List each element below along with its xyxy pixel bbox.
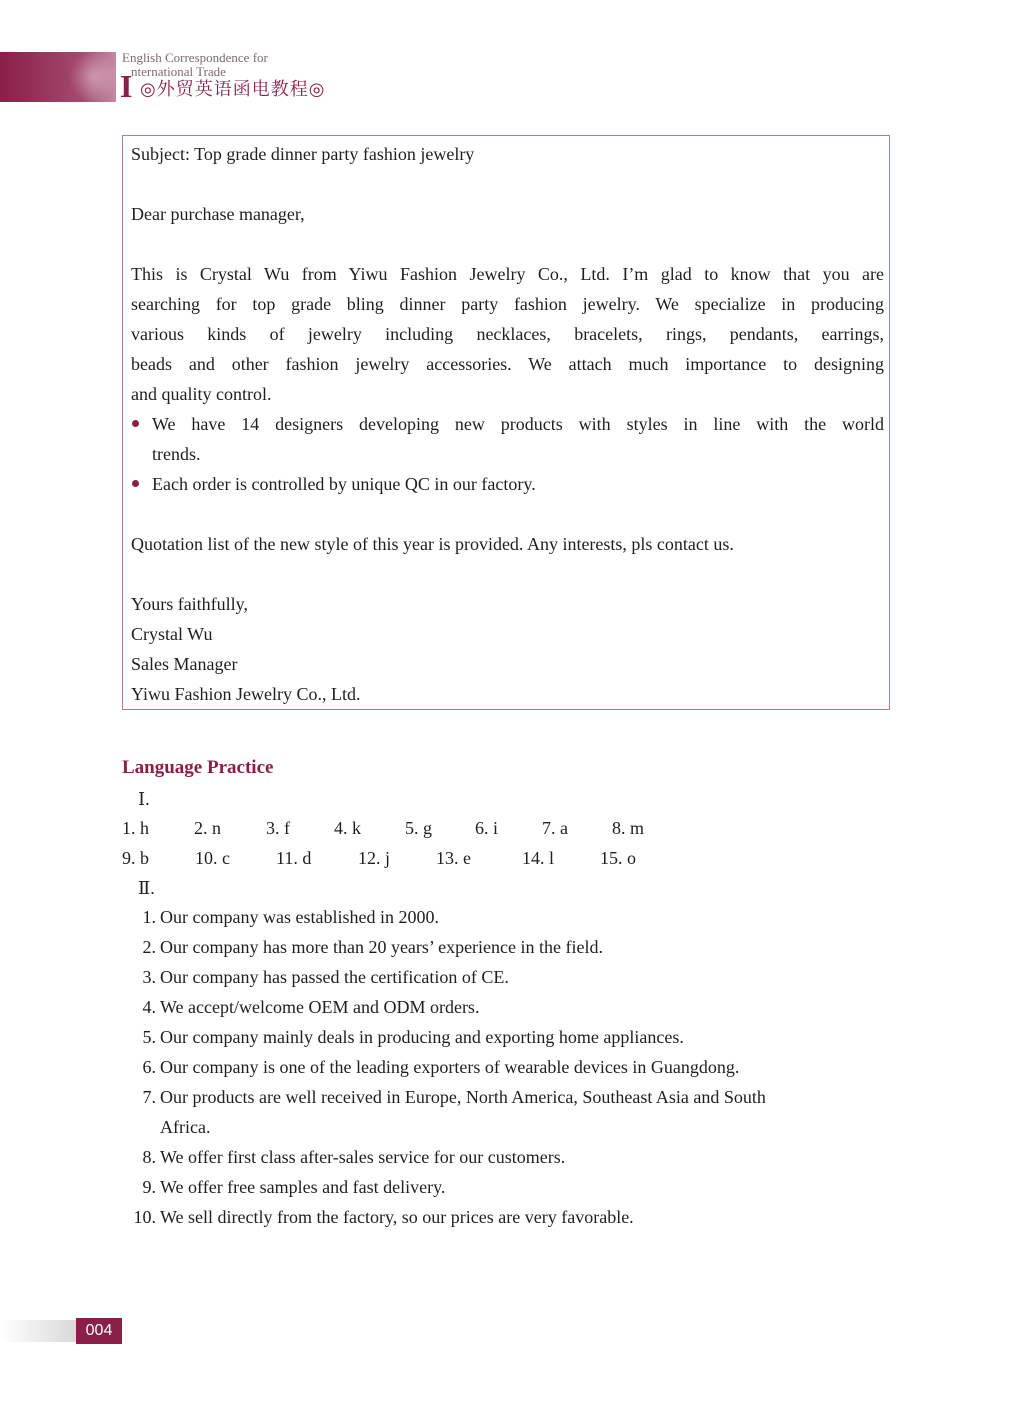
bullet-icon <box>132 420 139 427</box>
sentence-text-continued: Africa. <box>160 1117 211 1137</box>
header-initial-letter: I <box>120 68 133 104</box>
header-title-en-line2: nternational Trade <box>131 64 226 79</box>
bullet-icon <box>132 480 139 487</box>
sentence-text: We offer first class after-sales service for our customers. <box>160 1147 566 1167</box>
letter-para1-line: beads and other fashion jewelry accessories. We attach much importance to designing <box>131 354 884 374</box>
sentence-number: 6. <box>142 1057 156 1077</box>
answer-item: 9. b <box>122 848 149 868</box>
sentence-text: We accept/welcome OEM and ODM orders. <box>160 997 480 1017</box>
answer-item: 2. n <box>194 818 221 838</box>
header-title-en-line1: English Correspondence for <box>122 50 268 65</box>
header-band-ornament <box>60 52 116 102</box>
header-title-cn: ◎外贸英语函电教程◎ <box>140 79 326 100</box>
letter-para1-line: searching for top grade bling dinner party fashion jewelry. We specialize in producing <box>131 294 884 314</box>
sentence-text: We offer free samples and fast delivery. <box>160 1177 446 1197</box>
part2-label: Ⅱ. <box>138 878 155 898</box>
sentence-number: 4. <box>142 997 156 1017</box>
letter-greeting: Dear purchase manager, <box>131 204 305 224</box>
sentence-number: 7. <box>142 1087 156 1107</box>
answer-item: 14. l <box>522 848 555 868</box>
answer-item: 6. i <box>475 818 499 838</box>
answer-item: 8. m <box>612 818 645 838</box>
sentence-text: Our company has more than 20 years’ experience in the field. <box>160 937 603 957</box>
letter-bullet1-line: trends. <box>152 444 201 464</box>
answer-item: 3. f <box>266 818 290 838</box>
letter-signer-name: Crystal Wu <box>131 624 213 644</box>
sentence-number: 3. <box>142 967 156 987</box>
footer-bar <box>0 1320 76 1342</box>
sentence-text: Our company mainly deals in producing and exporting home appliances. <box>160 1027 684 1047</box>
letter-para1-line: This is Crystal Wu from Yiwu Fashion Jewelry Co., Ltd. I’m glad to know that you are <box>131 264 884 284</box>
letter-para1-line: and quality control. <box>131 384 272 404</box>
letter-signer-company: Yiwu Fashion Jewelry Co., Ltd. <box>131 684 361 704</box>
page-number: 004 <box>76 1318 122 1344</box>
part1-label: Ⅰ. <box>138 789 150 809</box>
sentence-number: 1. <box>142 907 156 927</box>
sentence-number: 5. <box>142 1027 156 1047</box>
letter-para1-line: various kinds of jewelry including necklaces, bracelets, rings, pendants, earrings, <box>131 324 884 344</box>
answer-item: 5. g <box>405 818 432 838</box>
sentence-number: 9. <box>142 1177 156 1197</box>
letter-bullet1-line: We have 14 designers developing new products with styles in line with the world <box>152 414 884 434</box>
sentence-text: Our company has passed the certification of CE. <box>160 967 509 987</box>
letter-subject: Subject: Top grade dinner party fashion jewelry <box>131 144 475 164</box>
sentence-text: We sell directly from the factory, so our prices are very favorable. <box>160 1207 634 1227</box>
sentence-number: 2. <box>142 937 156 957</box>
sentence-text: Our products are well received in Europe, North America, Southeast Asia and South <box>160 1087 766 1107</box>
section-title: Language Practice <box>122 757 274 778</box>
letter-bullet2: Each order is controlled by unique QC in our factory. <box>152 474 536 494</box>
letter-para2: Quotation list of the new style of this year is provided. Any interests, pls contact us. <box>131 534 734 554</box>
answer-item: 15. o <box>600 848 636 868</box>
answer-item: 10. c <box>195 848 230 868</box>
sentence-text: Our company is one of the leading exporters of wearable devices in Guangdong. <box>160 1057 740 1077</box>
answer-item: 13. e <box>436 848 471 868</box>
answer-item: 12. j <box>358 848 391 868</box>
answer-item: 11. d <box>276 848 312 868</box>
sentence-number: 10. <box>133 1207 156 1227</box>
sentence-text: Our company was established in 2000. <box>160 907 439 927</box>
sentence-number: 8. <box>142 1147 156 1167</box>
letter-signer-title: Sales Manager <box>131 654 238 674</box>
answer-item: 1. h <box>122 818 149 838</box>
letter-closing: Yours faithfully, <box>131 594 249 614</box>
answer-item: 4. k <box>334 818 361 838</box>
answer-item: 7. a <box>542 818 568 838</box>
